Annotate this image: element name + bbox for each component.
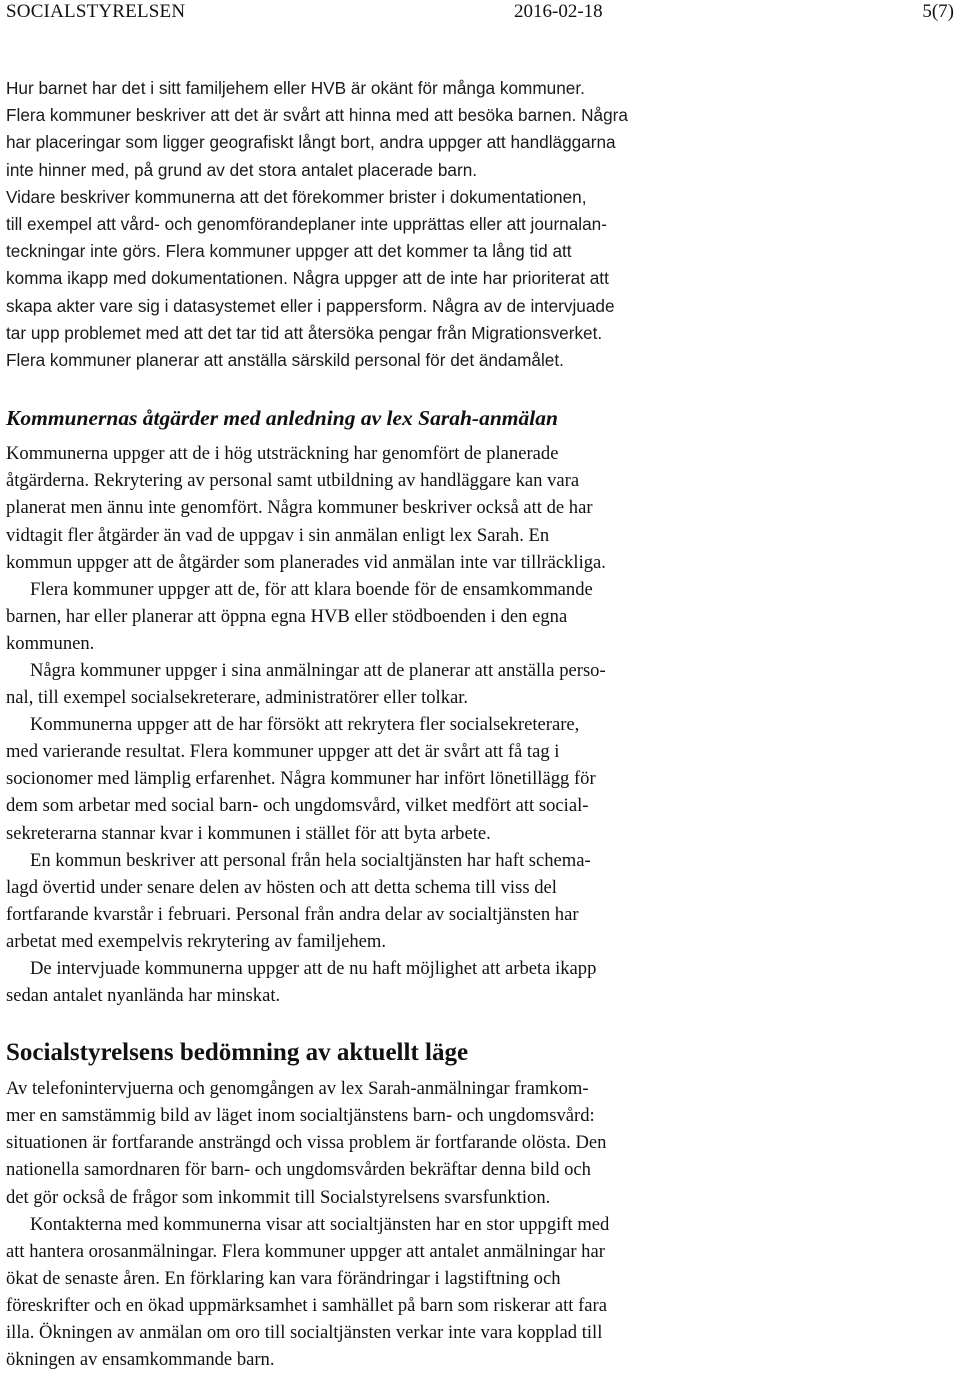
- text-line: sekreterarna stannar kvar i kommunen i stället för att byta arbete.: [6, 822, 491, 844]
- text-line: till exempel att vård- och genomförandeplaner inte upprättas eller att journalan-: [6, 214, 607, 235]
- paragraph: [6, 1075, 946, 1210]
- text-line: De intervjuade kommunerna uppger att de nu haft möjlighet att arbeta ikapp: [30, 958, 597, 980]
- text-line: fortfarande kvarstår i februari. Personal från andra delar av socialtjänsten har: [6, 903, 579, 925]
- text-line: planerat men ännu inte genomfört. Några kommuner beskriver också att de har: [6, 497, 593, 519]
- text-line: ökningen av ensamkommande barn.: [6, 1349, 275, 1371]
- section-assessment-body: [6, 1075, 946, 1373]
- paragraph: [6, 711, 946, 846]
- section-heading-actions: Kommunernas åtgärder med anledning av lex Sarah-anmälan: [6, 406, 558, 431]
- text-line: komma ikapp med dokumentationen. Några uppger att de inte har prioriterat att: [6, 268, 609, 289]
- page-header: [6, 0, 954, 28]
- text-line: lagd övertid under senare delen av hösten och att detta schema till viss del: [6, 876, 557, 898]
- text-line: ökat de senaste åren. En förklaring kan vara förändringar i lagstiftning och: [6, 1267, 561, 1289]
- page-number: 5(7): [922, 1, 954, 22]
- text-line: illa. Ökningen av anmälan om oro till socialtjänsten verkar inte vara kopplad till: [6, 1322, 603, 1344]
- section-actions-body: [6, 440, 946, 1009]
- organization-name: SOCIALSTYRELSEN: [6, 1, 186, 22]
- text-line: barnen, har eller planerar att öppna egna HVB eller stödboenden i den egna: [6, 605, 568, 627]
- text-line: åtgärderna. Rekrytering av personal samt utbildning av handläggare kan vara: [6, 470, 580, 492]
- text-line: Några kommuner uppger i sina anmälningar att de planerar att anställa perso-: [30, 659, 606, 681]
- text-line: nal, till exempel socialsekreterare, administratörer eller tolkar.: [6, 687, 469, 709]
- text-line: har placeringar som ligger geografiskt långt bort, andra uppger att handläggarna: [6, 132, 616, 153]
- text-line: föreskrifter och en ökad uppmärksamhet i samhället på barn som riskerar att fara: [6, 1294, 607, 1316]
- text-line: inte hinner med, på grund av det stora antalet placerade barn.: [6, 159, 478, 180]
- text-line: tar upp problemet med att det tar tid att återsöka pengar från Migrationsverket.: [6, 322, 603, 343]
- text-line: Flera kommuner beskriver att det är svårt att hinna med att besöka barnen. Några: [6, 105, 628, 126]
- document-body: [6, 75, 946, 1373]
- text-line: Kommunerna uppger att de i hög utsträckning har genomfört de planerade: [6, 443, 559, 465]
- text-line: med varierande resultat. Flera kommuner uppger att det är svårt att få tag i: [6, 741, 560, 763]
- text-line: skapa akter vare sig i datasystemet eller i pappersform. Några av de intervjuade: [6, 295, 615, 316]
- paragraph: [6, 576, 946, 657]
- text-line: Kommunerna uppger att de har försökt att rekrytera fler socialsekreterare,: [30, 714, 580, 736]
- text-line: Av telefonintervjuerna och genomgången av lex Sarah-anmälningar framkom-: [6, 1078, 589, 1100]
- text-line: teckningar inte görs. Flera kommuner uppger att det kommer ta lång tid att: [6, 241, 572, 262]
- section-heading-assessment: Socialstyrelsens bedömning av aktuellt läge: [6, 1039, 469, 1067]
- text-line: mer en samstämmig bild av läget inom socialtjänstens barn- och ungdomsvård:: [6, 1105, 595, 1127]
- text-line: Hur barnet har det i sitt familjehem eller HVB är okänt för många kommuner.: [6, 78, 585, 98]
- text-line: arbetat med exempelvis rekrytering av familjehem.: [6, 930, 386, 952]
- text-line: En kommun beskriver att personal från hela socialtjänsten har haft schema-: [30, 849, 591, 871]
- text-line: att hantera orosanmälningar. Flera kommuner uppger att antalet anmälningar har: [6, 1240, 605, 1262]
- paragraph-intro: [6, 75, 946, 374]
- paragraph: [6, 1211, 946, 1374]
- text-line: nationella samordnaren för barn- och ungdomsvården bekräftar denna bild och: [6, 1159, 591, 1181]
- text-line: socionomer med lämplig erfarenhet. Några kommuner har infört lönetillägg för: [6, 768, 596, 790]
- text-line: Kontakterna med kommunerna visar att socialtjänsten har en stor uppgift med: [30, 1213, 610, 1235]
- text-line: situationen är fortfarande ansträngd och vissa problem är fortfarande olösta. Den: [6, 1132, 607, 1154]
- text-line: kommunen.: [6, 632, 95, 654]
- text-line: vidtagit fler åtgärder än vad de uppgav i sin anmälan enligt lex Sarah. En: [6, 524, 550, 546]
- text-line: kommun uppger att de åtgärder som planerades vid anmälan inte var tillräckliga.: [6, 551, 606, 573]
- text-line: Vidare beskriver kommunerna att det förekommer brister i dokumentationen,: [6, 186, 587, 207]
- paragraph: [6, 440, 946, 575]
- paragraph: [6, 847, 946, 955]
- text-line: det gör också de frågor som inkommit till Socialstyrelsens svarsfunktion.: [6, 1186, 551, 1208]
- text-line: dem som arbetar med social barn- och ungdomsvård, vilket medfört att social-: [6, 795, 589, 817]
- text-line: Flera kommuner uppger att de, för att klara boende för de ensamkommande: [30, 578, 593, 600]
- text-line: Flera kommuner planerar att anställa särskild personal för det ändamålet.: [6, 350, 564, 371]
- paragraph: [6, 955, 946, 1009]
- paragraph: [6, 657, 946, 711]
- document-date: 2016-02-18: [514, 1, 603, 22]
- text-line: sedan antalet nyanlända har minskat.: [6, 985, 281, 1007]
